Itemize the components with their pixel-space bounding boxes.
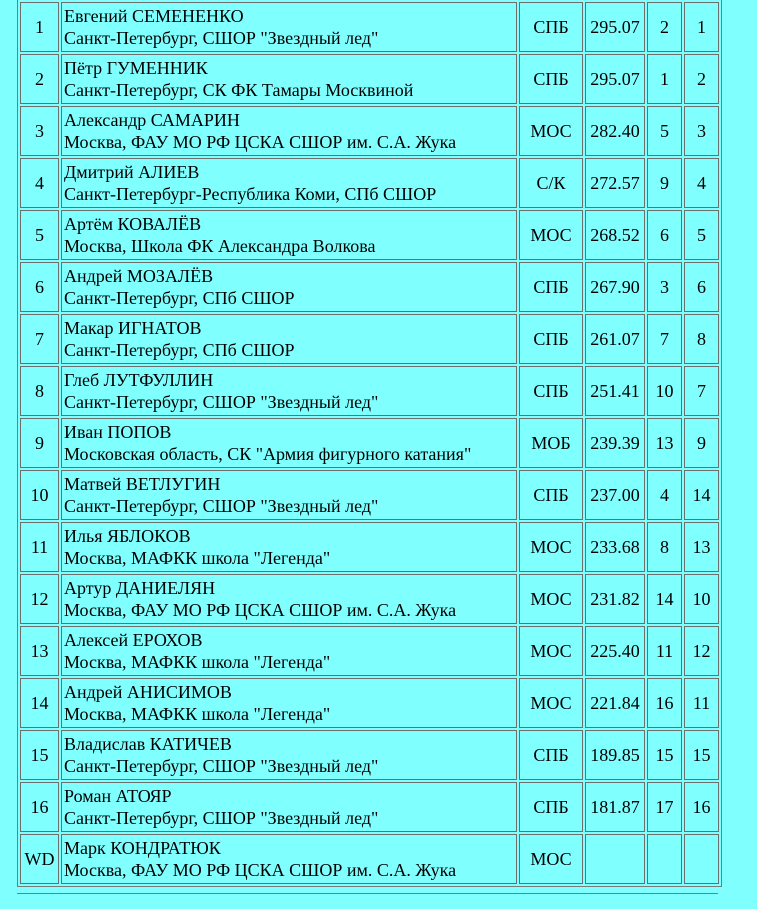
skater-cell xyxy=(61,54,517,104)
table-row xyxy=(20,626,719,676)
skater-cell xyxy=(61,626,517,676)
nation-cell: МОС xyxy=(519,678,583,728)
points-cell: 268.52 xyxy=(585,210,645,260)
place-cell: WD xyxy=(20,834,59,884)
nation-cell: МОС xyxy=(519,210,583,260)
place-cell: 6 xyxy=(20,262,59,312)
sp-place-cell: 11 xyxy=(647,626,682,676)
table-row xyxy=(20,210,719,260)
nation-cell: МОБ xyxy=(519,418,583,468)
skater-cell xyxy=(61,678,517,728)
place-cell: 5 xyxy=(20,210,59,260)
skater-name: Роман АТОЯР xyxy=(64,786,172,806)
sp-place-cell: 14 xyxy=(647,574,682,624)
points-cell: 295.07 xyxy=(585,54,645,104)
place-cell: 10 xyxy=(20,470,59,520)
fs-place-cell: 8 xyxy=(684,314,719,364)
skater-cell xyxy=(61,418,517,468)
skater-cell xyxy=(61,262,517,312)
sp-place-cell: 15 xyxy=(647,730,682,780)
fs-place-cell: 14 xyxy=(684,470,719,520)
sp-place-cell: 10 xyxy=(647,366,682,416)
place-cell: 13 xyxy=(20,626,59,676)
skater-cell xyxy=(61,210,517,260)
table-row xyxy=(20,366,719,416)
skater-name: Артур ДАНИЕЛЯН xyxy=(64,578,216,598)
skater-name: Пётр ГУМЕННИК xyxy=(64,58,208,78)
table-row xyxy=(20,678,719,728)
fs-place-cell: 2 xyxy=(684,54,719,104)
skater-cell xyxy=(61,522,517,572)
sp-place-cell: 13 xyxy=(647,418,682,468)
skater-name: Андрей МОЗАЛЁВ xyxy=(64,266,214,286)
table-row xyxy=(20,262,719,312)
skater-name: Артём КОВАЛЁВ xyxy=(64,214,202,234)
sp-place-cell: 5 xyxy=(647,106,682,156)
fs-place-cell: 10 xyxy=(684,574,719,624)
place-cell: 8 xyxy=(20,366,59,416)
table-row xyxy=(20,522,719,572)
points-cell: 267.90 xyxy=(585,262,645,312)
nation-cell: МОС xyxy=(519,834,583,884)
place-cell: 7 xyxy=(20,314,59,364)
place-cell: 9 xyxy=(20,418,59,468)
nation-cell: С/К xyxy=(519,158,583,208)
table-row xyxy=(20,2,719,52)
skater-name: Александр САМАРИН xyxy=(64,110,240,130)
fs-place-cell: 6 xyxy=(684,262,719,312)
skater-cell xyxy=(61,158,517,208)
skater-cell xyxy=(61,2,517,52)
skater-club: Москва, Школа ФК Александра Волкова xyxy=(64,236,376,256)
fs-place-cell: 13 xyxy=(684,522,719,572)
skater-cell xyxy=(61,574,517,624)
points-cell: 272.57 xyxy=(585,158,645,208)
nation-cell: СПБ xyxy=(519,314,583,364)
skater-club: Санкт-Петербург, СШОР "Звездный лед" xyxy=(64,756,379,776)
points-cell: 239.39 xyxy=(585,418,645,468)
sp-place-cell xyxy=(647,834,682,884)
results-table xyxy=(17,0,722,887)
table-bottom-border xyxy=(17,893,718,894)
fs-place-cell: 9 xyxy=(684,418,719,468)
skater-name: Андрей АНИСИМОВ xyxy=(64,682,232,702)
skater-club: Санкт-Петербург, СПб СШОР xyxy=(64,340,295,360)
sp-place-cell: 9 xyxy=(647,158,682,208)
place-cell: 12 xyxy=(20,574,59,624)
points-cell: 233.68 xyxy=(585,522,645,572)
points-cell: 231.82 xyxy=(585,574,645,624)
sp-place-cell: 17 xyxy=(647,782,682,832)
place-cell: 1 xyxy=(20,2,59,52)
fs-place-cell xyxy=(684,834,719,884)
points-cell: 225.40 xyxy=(585,626,645,676)
skater-name: Марк КОНДРАТЮК xyxy=(64,838,221,858)
nation-cell: СПБ xyxy=(519,366,583,416)
fs-place-cell: 1 xyxy=(684,2,719,52)
nation-cell: МОС xyxy=(519,106,583,156)
points-cell: 221.84 xyxy=(585,678,645,728)
sp-place-cell: 8 xyxy=(647,522,682,572)
table-row xyxy=(20,418,719,468)
fs-place-cell: 4 xyxy=(684,158,719,208)
skater-name: Илья ЯБЛОКОВ xyxy=(64,526,191,546)
sp-place-cell: 7 xyxy=(647,314,682,364)
skater-cell xyxy=(61,366,517,416)
skater-name: Евгений СЕМЕНЕНКО xyxy=(64,6,244,26)
place-cell: 3 xyxy=(20,106,59,156)
sp-place-cell: 2 xyxy=(647,2,682,52)
points-cell: 189.85 xyxy=(585,730,645,780)
points-cell: 282.40 xyxy=(585,106,645,156)
skater-name: Глеб ЛУТФУЛЛИН xyxy=(64,370,214,390)
skater-cell xyxy=(61,782,517,832)
points-cell xyxy=(585,834,645,884)
nation-cell: СПБ xyxy=(519,782,583,832)
nation-cell: СПБ xyxy=(519,262,583,312)
skater-club: Санкт-Петербург-Республика Коми, СПб СШОР xyxy=(64,184,437,204)
fs-place-cell: 7 xyxy=(684,366,719,416)
points-cell: 237.00 xyxy=(585,470,645,520)
skater-club: Санкт-Петербург, СК ФК Тамары Москвиной xyxy=(64,80,414,100)
table-row xyxy=(20,314,719,364)
sp-place-cell: 16 xyxy=(647,678,682,728)
skater-name: Дмитрий АЛИЕВ xyxy=(64,162,200,182)
skater-name: Матвей ВЕТЛУГИН xyxy=(64,474,221,494)
place-cell: 16 xyxy=(20,782,59,832)
place-cell: 14 xyxy=(20,678,59,728)
points-cell: 261.07 xyxy=(585,314,645,364)
skater-club: Москва, ФАУ МО РФ ЦСКА СШОР им. С.А. Жука xyxy=(64,132,457,152)
skater-cell xyxy=(61,106,517,156)
skater-cell xyxy=(61,470,517,520)
skater-club: Санкт-Петербург, СШОР "Звездный лед" xyxy=(64,808,379,828)
place-cell: 2 xyxy=(20,54,59,104)
skater-club: Москва, ФАУ МО РФ ЦСКА СШОР им. С.А. Жука xyxy=(64,600,457,620)
skater-club: Санкт-Петербург, СШОР "Звездный лед" xyxy=(64,496,379,516)
place-cell: 15 xyxy=(20,730,59,780)
skater-club: Московская область, СК "Армия фигурного катания" xyxy=(64,444,472,464)
results-table-body xyxy=(20,0,719,884)
nation-cell: СПБ xyxy=(519,470,583,520)
skater-club: Москва, МАФКК школа "Легенда" xyxy=(64,704,331,724)
fs-place-cell: 5 xyxy=(684,210,719,260)
skater-club: Санкт-Петербург, СПб СШОР xyxy=(64,288,295,308)
skater-name: Иван ПОПОВ xyxy=(64,422,172,442)
fs-place-cell: 11 xyxy=(684,678,719,728)
nation-cell: МОС xyxy=(519,574,583,624)
skater-club: Москва, МАФКК школа "Легенда" xyxy=(64,652,331,672)
points-cell: 251.41 xyxy=(585,366,645,416)
sp-place-cell: 4 xyxy=(647,470,682,520)
skater-name: Алексей ЕРОХОВ xyxy=(64,630,203,650)
nation-cell: СПБ xyxy=(519,730,583,780)
skater-name: Макар ИГНАТОВ xyxy=(64,318,202,338)
sp-place-cell: 6 xyxy=(647,210,682,260)
place-cell: 4 xyxy=(20,158,59,208)
table-row xyxy=(20,834,719,884)
fs-place-cell: 15 xyxy=(684,730,719,780)
nation-cell: МОС xyxy=(519,626,583,676)
table-row xyxy=(20,574,719,624)
table-row xyxy=(20,106,719,156)
skater-name: Владислав КАТИЧЕВ xyxy=(64,734,232,754)
table-row xyxy=(20,54,719,104)
fs-place-cell: 3 xyxy=(684,106,719,156)
nation-cell: МОС xyxy=(519,522,583,572)
skater-club: Санкт-Петербург, СШОР "Звездный лед" xyxy=(64,28,379,48)
table-row xyxy=(20,782,719,832)
skater-club: Москва, ФАУ МО РФ ЦСКА СШОР им. С.А. Жука xyxy=(64,860,457,880)
points-cell: 295.07 xyxy=(585,2,645,52)
table-row xyxy=(20,158,719,208)
nation-cell: СПБ xyxy=(519,2,583,52)
fs-place-cell: 12 xyxy=(684,626,719,676)
skater-cell xyxy=(61,730,517,780)
place-cell: 11 xyxy=(20,522,59,572)
skater-cell xyxy=(61,834,517,884)
points-cell: 181.87 xyxy=(585,782,645,832)
sp-place-cell: 3 xyxy=(647,262,682,312)
sp-place-cell: 1 xyxy=(647,54,682,104)
table-row xyxy=(20,730,719,780)
fs-place-cell: 16 xyxy=(684,782,719,832)
nation-cell: СПБ xyxy=(519,54,583,104)
skater-club: Санкт-Петербург, СШОР "Звездный лед" xyxy=(64,392,379,412)
table-row xyxy=(20,470,719,520)
skater-cell xyxy=(61,314,517,364)
skater-club: Москва, МАФКК школа "Легенда" xyxy=(64,548,331,568)
